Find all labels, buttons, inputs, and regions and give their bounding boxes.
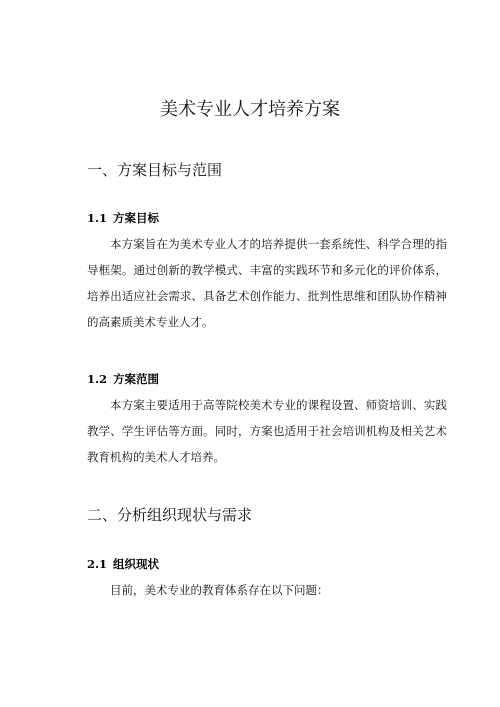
- subsection-1-1-number: 1.1: [87, 211, 108, 225]
- subsection-1-2-paragraph: 本方案主要适用于高等院校美术专业的课程设置、师资培训、实践教学、学生评估等方面。同时，方案也适用于社会培训机构及相关艺术教育机构的美术人才培养。: [87, 398, 447, 464]
- section-1-heading: 一、方案目标与范围: [87, 161, 223, 179]
- subsection-2-1-title: 组织现状: [113, 557, 160, 571]
- subsection-1-2-heading: [87, 371, 159, 387]
- subsection-1-1-heading: [87, 210, 159, 226]
- subsection-1-2-title: 方案范围: [113, 372, 160, 386]
- subsection-1-1-title: 方案目标: [113, 211, 160, 225]
- subsection-2-1-heading: [87, 556, 159, 572]
- section-2-heading: 二、分析组织现状与需求: [87, 506, 253, 524]
- subsection-2-1-paragraph: 目前，美术专业的教育体系存在以下问题：: [110, 583, 329, 597]
- subsection-2-1-number: 2.1: [87, 557, 108, 571]
- subsection-1-1-paragraph: 本方案旨在为美术专业人才的培养提供一套系统性、科学合理的指导框架。通过创新的教学模式、丰富的实践环节和多元化的评价体系，培养出适应社会需求、具备艺术创作能力、批判性思维和团队协作精神的高素质美术专业人才。: [87, 237, 447, 329]
- document-title: 美术专业人才培养方案: [160, 99, 340, 120]
- subsection-1-2-number: 1.2: [87, 372, 108, 386]
